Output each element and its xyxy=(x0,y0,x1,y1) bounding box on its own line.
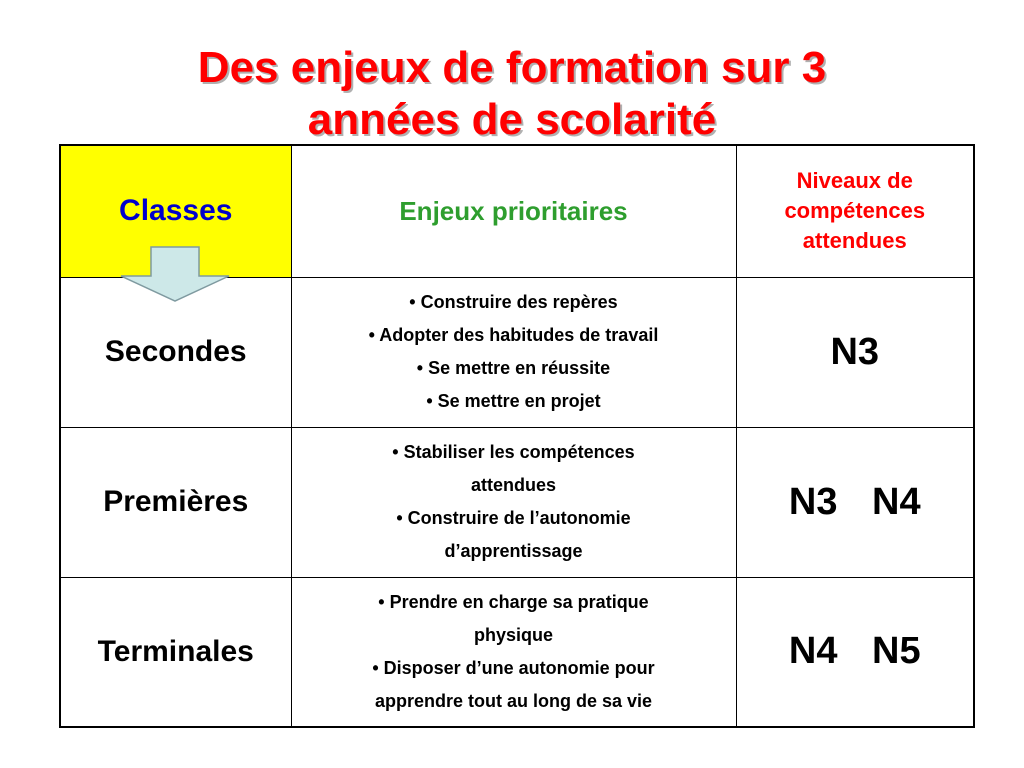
enjeu-item: physique xyxy=(473,624,553,645)
header-classes: Classes xyxy=(60,145,291,277)
down-arrow-icon xyxy=(119,246,231,302)
header-niveaux-line-1: Niveaux de xyxy=(796,168,913,194)
enjeu-item: • Disposer d’une autonomie pour xyxy=(372,657,655,678)
enjeu-item: d’apprentissage xyxy=(444,541,583,561)
enjeux-list xyxy=(291,427,736,577)
title-line-2: années de scolarité xyxy=(307,95,717,144)
enjeu-item: • Adopter des habitudes de travail xyxy=(368,325,659,345)
enjeux-list xyxy=(291,277,736,427)
enjeu-item: • Se mettre en réussite xyxy=(416,358,611,378)
class-name: Secondes xyxy=(60,277,291,427)
enjeux-list xyxy=(291,577,736,727)
class-name: Terminales xyxy=(60,577,291,727)
enjeu-item: • Stabiliser les compétences xyxy=(392,442,635,462)
header-niveaux-line-3: attendues xyxy=(802,228,907,254)
competences-table xyxy=(59,144,975,728)
table-row-terminales xyxy=(60,577,974,727)
level-value: N3 xyxy=(736,277,974,427)
level-value: N3 N4 xyxy=(736,427,974,577)
header-niveaux xyxy=(736,145,974,277)
enjeu-item: • Prendre en charge sa pratique xyxy=(378,591,649,612)
enjeu-item: • Construire de l’autonomie xyxy=(396,508,631,528)
title-line-1: Des enjeux de formation sur 3 xyxy=(197,43,827,92)
enjeu-item: • Se mettre en projet xyxy=(426,391,601,411)
level-value: N4 N5 xyxy=(736,577,974,727)
header-niveaux-line-2: compétences xyxy=(784,198,926,224)
header-enjeux: Enjeux prioritaires xyxy=(291,145,736,277)
enjeu-item: • Construire des repères xyxy=(409,292,618,312)
table-row-premieres xyxy=(60,427,974,577)
class-name: Premières xyxy=(60,427,291,577)
enjeu-item: apprendre tout au long de sa vie xyxy=(374,690,653,711)
slide-title xyxy=(0,42,1024,146)
enjeu-item: attendues xyxy=(470,475,557,495)
